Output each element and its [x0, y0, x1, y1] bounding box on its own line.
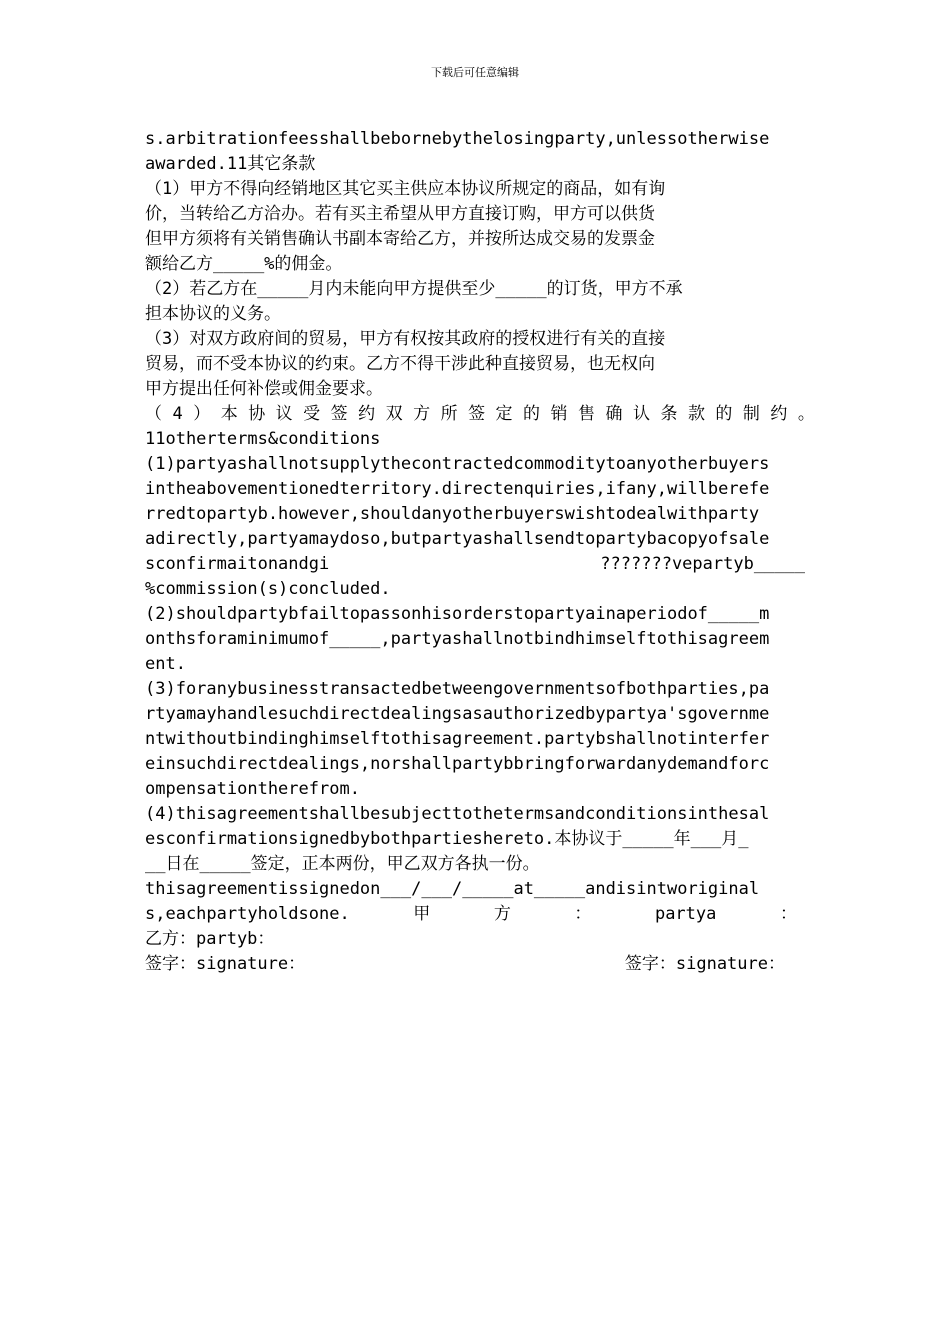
justified-clause-line: （ 4 ） 本 协 议 受 签 约 双 方 所 签 定 的 销 售 确 认 条 款 的 制 约 。	[145, 404, 815, 424]
text-line: 担本协议的义务。	[145, 304, 281, 324]
text-line: einsuchdirectdealings,norshallpartybbringforwardanydemandforc	[145, 754, 770, 774]
text-line: intheabovementionedterritory.directenquiries,ifany,willberefe	[145, 479, 770, 499]
text-line: %commission(s)concluded.	[145, 579, 391, 599]
text-line: （3）对双方政府间的贸易，甲方有权按其政府的授权进行有关的直接	[145, 329, 666, 349]
text-line: (1)partyashallnotsupplythecontractedcommoditytoanyotherbuyers	[145, 454, 770, 474]
text-line: adirectly,partyamaydoso,butpartyashallsendtopartybacopyofsale	[145, 529, 770, 549]
text-line: 但甲方须将有关销售确认书副本寄给乙方，并按所达成交易的发票金	[145, 229, 655, 249]
text-line: ntwithoutbindinghimselftothisagreement.partybshallnotinterfer	[145, 729, 770, 749]
page-header: 下载后可任意编辑	[431, 66, 519, 79]
text-line: （2）若乙方在_____月内未能向甲方提供至少_____的订货，甲方不承	[145, 279, 683, 299]
text-line: awarded.11其它条款	[145, 154, 316, 174]
text-line: rtyamayhandlesuchdirectdealingsasauthorizedbypartya'sgovernme	[145, 704, 770, 724]
text-line: (2)shouldpartybfailtopassonhisorderstopartyainaperiodof_____m	[145, 604, 770, 624]
text-line: s.arbitrationfeesshallbebornebythelosingparty,unlessotherwise	[145, 129, 770, 149]
party-a-line: s,eachpartyholdsone. 甲 方 ： partya ：	[145, 904, 797, 924]
signature-row	[145, 952, 785, 977]
signature-left: 签字：signature：	[145, 954, 306, 974]
text-line: 甲方提出任何补偿或佣金要求。	[145, 379, 383, 399]
text-line: 11otherterms&conditions	[145, 429, 381, 449]
text-line: 价，当转给乙方洽办。若有买主希望从甲方直接订购，甲方可以供货	[145, 204, 655, 224]
text-line: esconfirmationsignedbybothpartieshereto.本协议于_____年___月_	[145, 829, 749, 849]
text-line: (4)thisagreementshallbesubjecttothetermsandconditionsinthesal	[145, 804, 770, 824]
text-line: onthsforaminimumof_____,partyashallnotbindhimselftothisagreem	[145, 629, 770, 649]
signature-right: 签字：signature：	[624, 954, 785, 974]
document-body	[145, 127, 815, 977]
text-line: 贸易，而不受本协议的约束。乙方不得干涉此种直接贸易，也无权向	[145, 354, 655, 374]
party-b-line: 乙方：partyb：	[145, 929, 275, 949]
text-line: ompensationtherefrom.	[145, 779, 360, 799]
gi-line: sconfirmaitonandgi ???????vepartyb_____	[145, 554, 805, 574]
text-line: thisagreementissignedon___/___/_____at_____andisintworiginal	[145, 879, 760, 899]
text-line: ent.	[145, 654, 186, 674]
text-line: __日在_____签定，正本两份，甲乙双方各执一份。	[145, 854, 540, 874]
text-line: (3)foranybusinesstransactedbetweengovernmentsofbothparties,pa	[145, 679, 770, 699]
text-line: 额给乙方_____%的佣金。	[145, 254, 343, 274]
text-line: rredtopartyb.however,shouldanyotherbuyerswishtodealwithparty	[145, 504, 760, 524]
text-line: （1）甲方不得向经销地区其它买主供应本协议所规定的商品，如有询	[145, 179, 666, 199]
